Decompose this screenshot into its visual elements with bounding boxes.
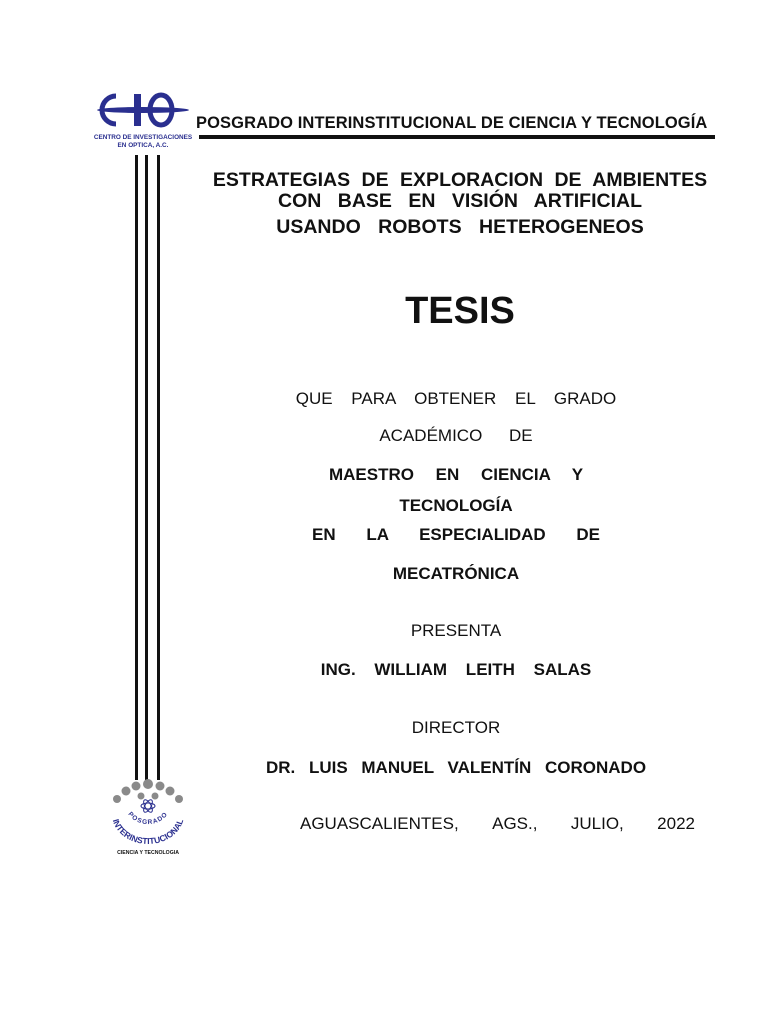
- degree-line: EN LA ESPECIALIDAD DE: [311, 525, 600, 544]
- posgrado-logo: [102, 776, 194, 858]
- vertical-rule: [145, 155, 148, 780]
- degree-line: MAESTRO EN CIENCIA Y: [328, 465, 584, 484]
- cio-logo-line2: EN OPTICA, A.C.: [117, 142, 169, 149]
- author-name: ING. WILLIAM LEITH SALAS: [320, 660, 592, 679]
- purpose-line: ACADÉMICO DE: [379, 426, 533, 445]
- place-date-part: JULIO,: [570, 814, 624, 833]
- title-line: ESTRATEGIAS DE EXPLORACION DE AMBIENTES: [212, 169, 708, 191]
- place-date: [300, 814, 695, 834]
- svg-text:POSGRADO: [127, 811, 170, 826]
- program-header: POSGRADO INTERINSTITUCIONAL DE CIENCIA Y TECNOLOGÍA: [196, 114, 708, 132]
- degree-line: TECNOLOGÍA: [399, 496, 513, 515]
- posgrado-logo-caption: CIENCIA Y TECNOLOGIA: [117, 850, 179, 856]
- director-name: DR. LUIS MANUEL VALENTÍN CORONADO: [265, 758, 647, 777]
- vertical-rule: [157, 155, 160, 780]
- purpose-line: QUE PARA OBTENER EL GRADO: [295, 389, 617, 408]
- place-date-part: 2022: [657, 814, 695, 833]
- thesis-title: [190, 170, 730, 238]
- title-line: CON BASE EN VISIÓN ARTIFICIAL: [278, 190, 642, 212]
- place-date-part: AGS.,: [492, 814, 538, 833]
- title-line: USANDO ROBOTS HETEROGENEOS: [276, 216, 644, 238]
- director-label: DIRECTOR: [411, 718, 501, 737]
- posgrado-logo-arc2: INTERINSTITUCIONAL: [110, 817, 186, 847]
- posgrado-logo-arc1: POSGRADO: [126, 810, 170, 827]
- document-type: TESIS: [405, 290, 515, 332]
- vertical-rule: [135, 155, 138, 780]
- presenta-label: PRESENTA: [410, 621, 502, 640]
- cio-logo-line1: CENTRO DE INVESTIGACIONES: [94, 134, 192, 141]
- degree-line: MECATRÓNICA: [392, 564, 520, 583]
- header-rule: [199, 135, 715, 139]
- cio-logo: [94, 92, 192, 154]
- place-date-part: AGUASCALIENTES,: [300, 814, 459, 833]
